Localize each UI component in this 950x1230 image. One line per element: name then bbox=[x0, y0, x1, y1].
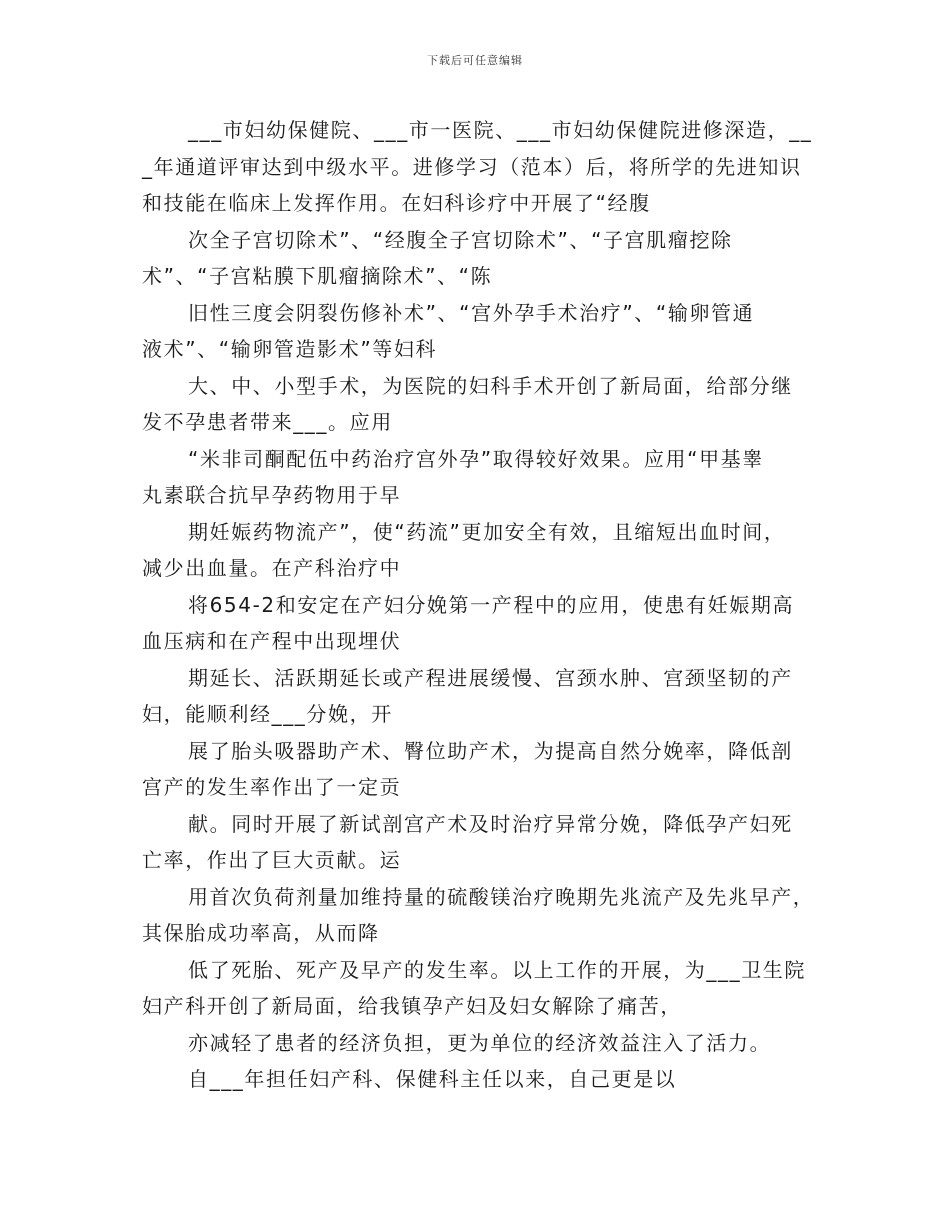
text-line: _年通道评审达到中级水平。进修学习（范本）后，将所学的先进知识 bbox=[142, 154, 802, 179]
text-line: 大、中、小型手术，为医院的妇科手术开创了新局面，给部分继 bbox=[188, 373, 793, 398]
text-line: 展了胎头吸器助产术、臀位助产术，为提高自然分娩率，降低剖 bbox=[188, 738, 793, 763]
text-line: 丸素联合抗早孕药物用于早 bbox=[142, 483, 402, 507]
text-line: 血压病和在产程中出现埋伏 bbox=[142, 629, 402, 653]
text-line: 低了死胎、死产及早产的发生率。以上工作的开展，为___卫生院 bbox=[188, 957, 806, 982]
text-line: 发不孕患者带来___。应用 bbox=[142, 410, 393, 434]
text-line: 宫产的发生率作出了一定贡 bbox=[142, 775, 402, 799]
text-line: 次全子宫切除术”、“经腹全子宫切除术”、“子宫肌瘤挖除 bbox=[188, 227, 733, 252]
text-line: 将654-2和安定在产妇分娩第一产程中的应用，使患有妊娠期高 bbox=[188, 592, 795, 617]
text-line: 献。同时开展了新试剖宫产术及时治疗异常分娩，降低孕产妇死 bbox=[188, 811, 793, 836]
text-line: 减少出血量。在产科治疗中 bbox=[142, 556, 402, 580]
text-line: 期延长、活跃期延长或产程进展缓慢、宫颈水肿、宫颈坚韧的产 bbox=[188, 665, 793, 690]
text-line: ___市妇幼保健院、___市一医院、___市妇幼保健院进修深造，__ bbox=[188, 118, 813, 142]
text-line: 妇，能顺利经___分娩，开 bbox=[142, 702, 393, 726]
text-line: 妇产科开创了新局面，给我镇孕产妇及妇女解除了痛苦， bbox=[142, 994, 682, 1018]
text-line: 自___年担任妇产科、保健科主任以来，自己更是以 bbox=[188, 1067, 677, 1091]
page-header: 下载后可任意编辑 bbox=[427, 54, 523, 67]
text-line: 期妊娠药物流产”，使“药流”更加安全有效，且缩短出血时间， bbox=[188, 519, 786, 544]
document-body bbox=[142, 112, 822, 1098]
text-line: 亦减轻了患者的经济负担，更为单位的经济效益注入了活力。 bbox=[188, 1030, 772, 1055]
text-line: “米非司酮配伍中药治疗宫外孕”取得较好效果。应用“甲基睾 bbox=[188, 446, 764, 471]
text-line: 用首次负荷剂量加维持量的硫酸镁治疗晚期先兆流产及先兆早产， bbox=[188, 884, 815, 909]
text-line: 亡率，作出了巨大贡献。运 bbox=[142, 848, 402, 872]
text-line: 液术”、“输卵管造影术”等妇科 bbox=[142, 337, 438, 361]
text-line: 术”、“子宫粘膜下肌瘤摘除术”、“陈 bbox=[142, 264, 493, 288]
text-line: 旧性三度会阴裂伤修补术”、“宫外孕手术治疗”、“输卵管通 bbox=[188, 300, 755, 325]
text-line: 其保胎成功率高，从而降 bbox=[142, 921, 380, 945]
text-line: 和技能在临床上发挥作用。在妇科诊疗中开展了“经腹 bbox=[142, 191, 651, 215]
